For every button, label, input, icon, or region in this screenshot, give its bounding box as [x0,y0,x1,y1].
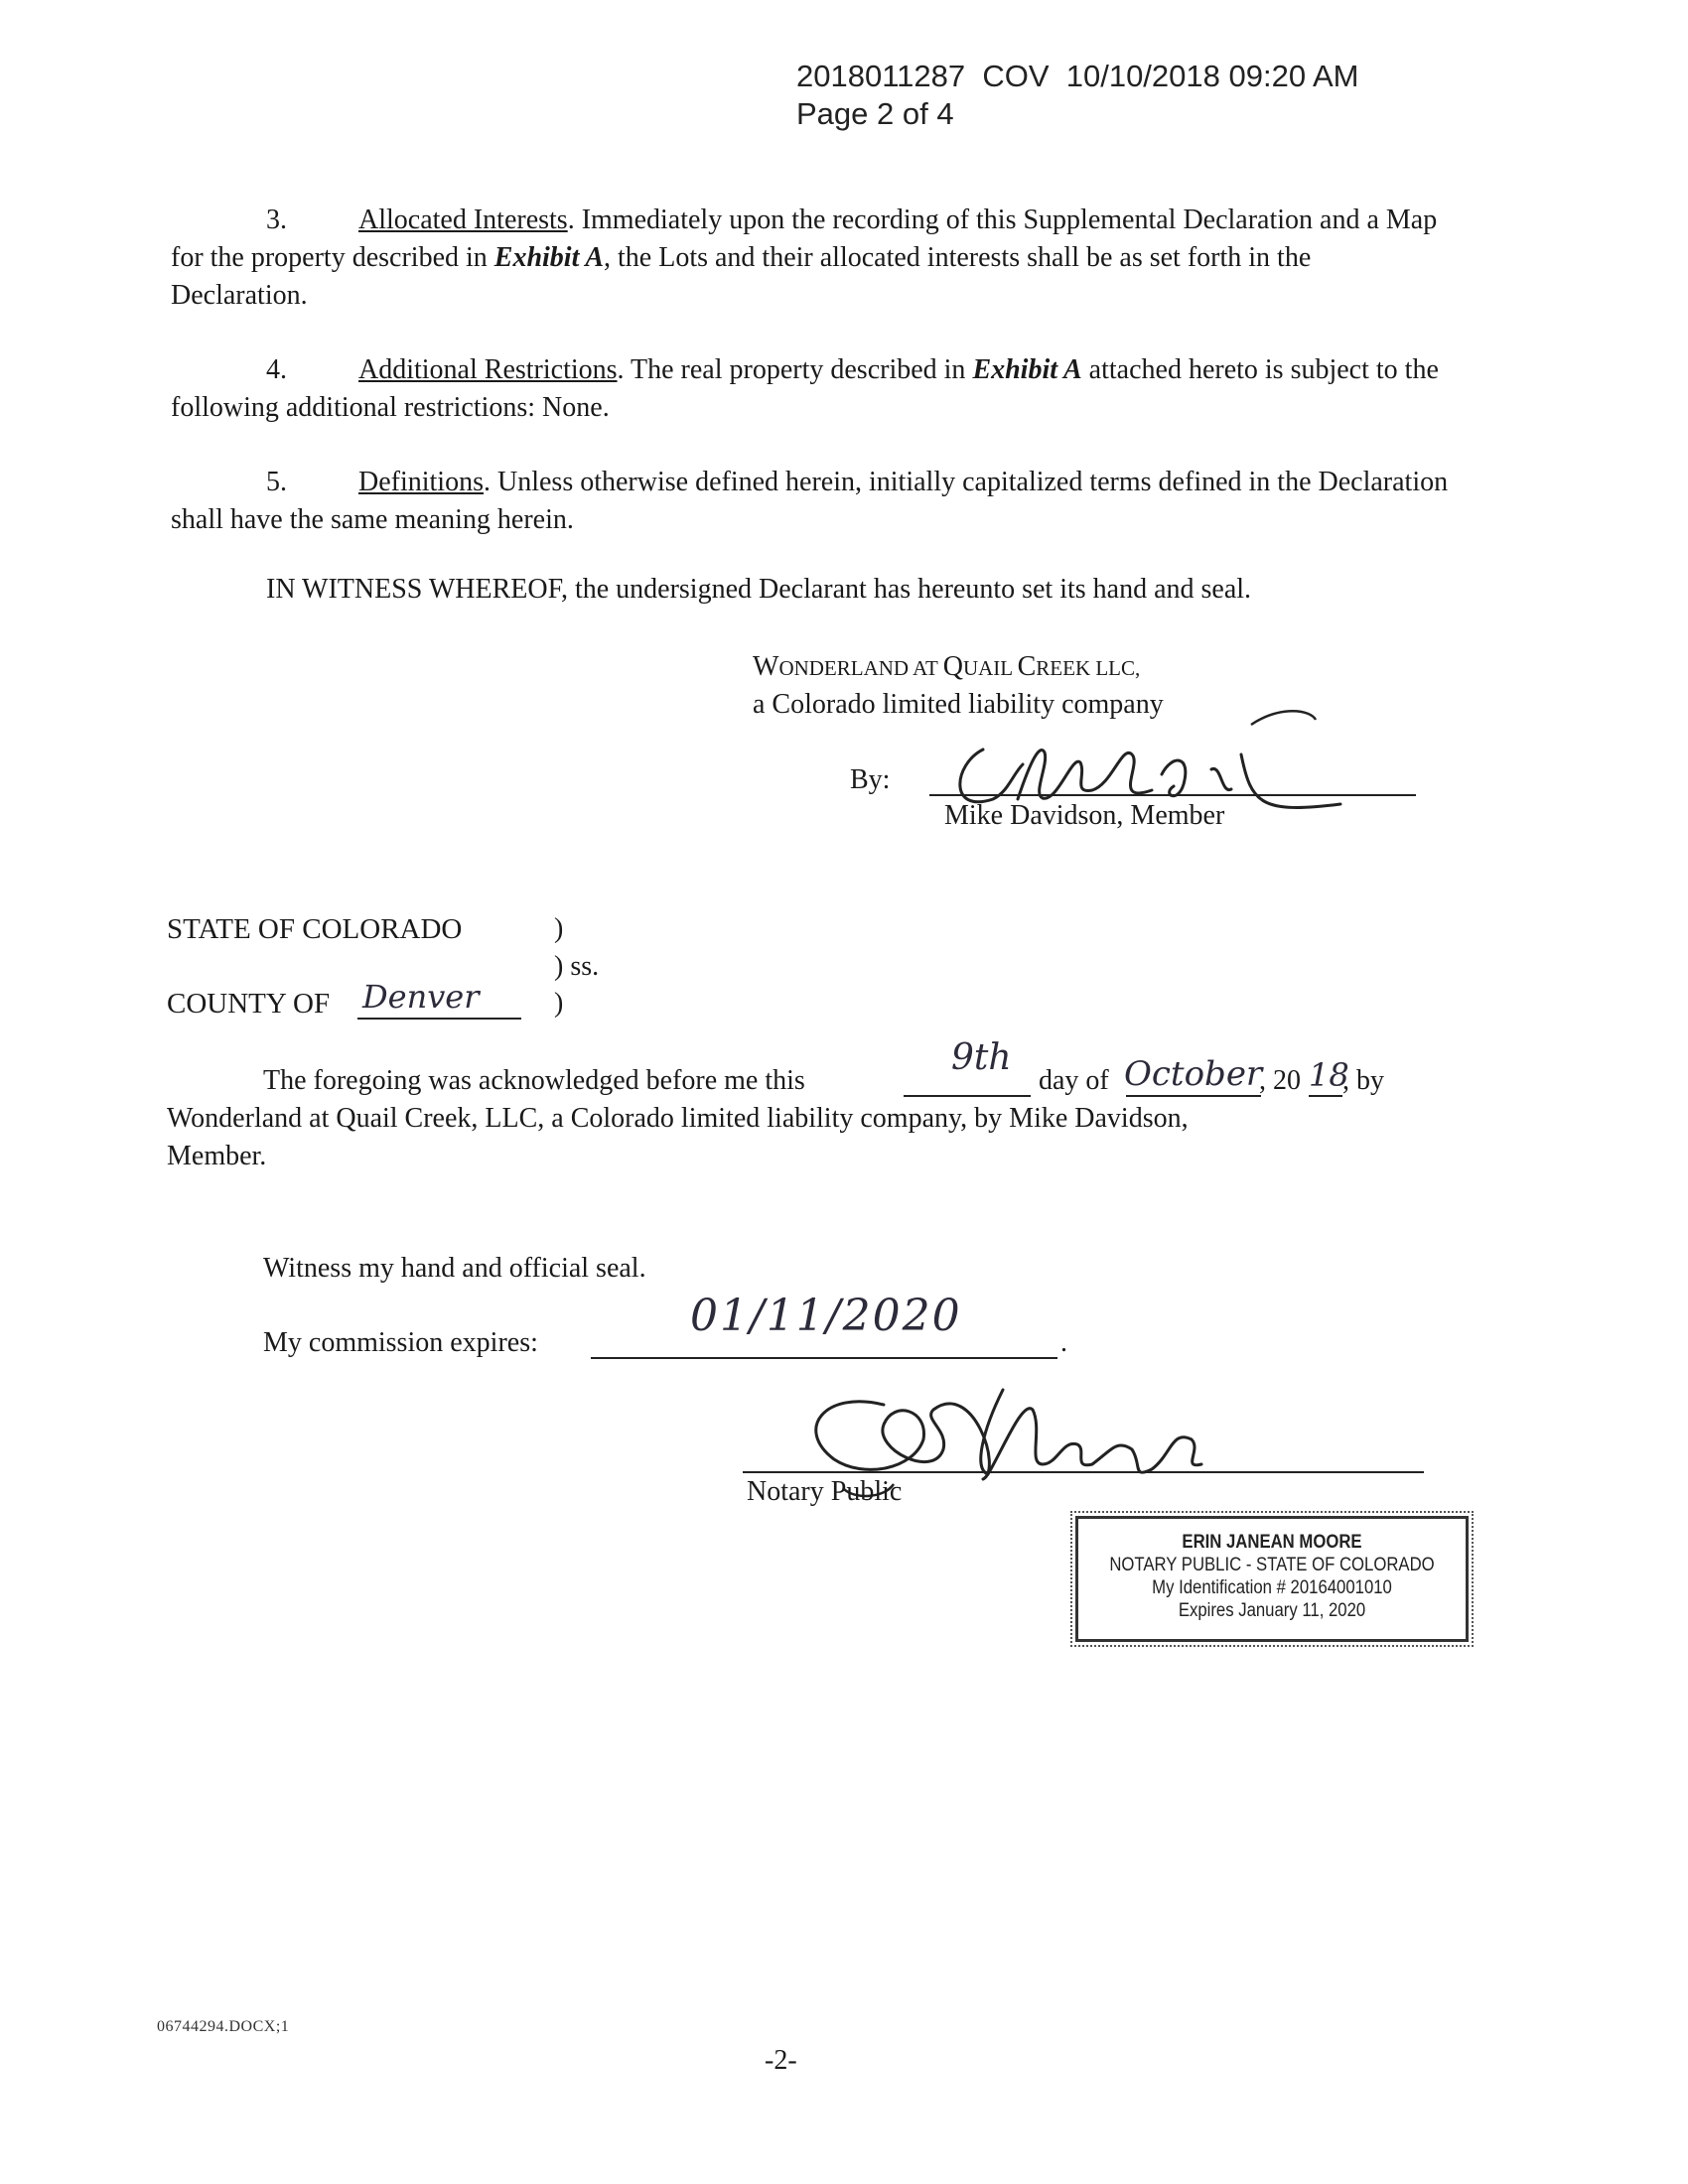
year-line [1309,1095,1342,1097]
year-prefix: , 20 [1259,1065,1301,1096]
county-handwritten: Denver [362,978,480,1016]
section-5 [171,464,1452,539]
commission-period: . [1060,1327,1067,1358]
commission-label: My commission expires: [263,1327,538,1358]
day-line [904,1095,1031,1097]
acknowledgment-line-3: Member. [167,1141,267,1171]
seal-title: NOTARY PUBLIC - STATE OF COLORADO [1109,1555,1435,1575]
county-line [357,1018,521,1020]
witness-clause: IN WITNESS WHEREOF, the undersigned Declarant has hereunto set its hand and seal. [266,574,1252,605]
venue-county-label: COUNTY OF [167,988,331,1020]
declarant-company: WONDERLAND AT QUAIL CREEK LLC, [753,651,1141,682]
page-number: -2- [765,2045,797,2076]
commission-handwritten: 01/11/2020 [690,1291,962,1341]
commission-line [591,1357,1057,1359]
venue-state: STATE OF COLORADO [167,913,463,945]
witness-line: Witness my hand and official seal. [263,1253,646,1284]
notary-seal-stamp [1075,1516,1469,1642]
notary-public-label: Notary Public [747,1476,903,1507]
month-line [1126,1095,1261,1097]
venue-paren: ) [554,988,564,1019]
exhibit-reference: Exhibit A [972,354,1082,385]
seal-id: My Identification # 20164001010 [1152,1577,1392,1598]
day-handwritten: 9th [951,1037,1012,1078]
section-number: 3. [266,205,287,235]
month-handwritten: October [1124,1054,1263,1094]
recording-stamp [796,58,1358,133]
section-number: 5. [266,467,287,497]
section-number: 4. [266,354,287,385]
venue-paren: ) [554,913,564,944]
section-4 [171,351,1452,427]
exhibit-reference: Exhibit A [493,242,605,273]
section-text: . Unless otherwise defined herein, initially capitalized terms defined in the Declaration shall have the same meaning herein. [171,467,1449,535]
signer-name: Mike Davidson, Member [944,800,1225,831]
recording-line: 2018011287 COV 10/10/2018 09:20 AM [796,59,1359,93]
acknowledgment-by: , by [1342,1065,1384,1096]
by-label: By: [850,764,891,795]
page-count-line: Page 2 of 4 [796,96,954,131]
declarant-type: a Colorado limited liability company [753,689,1164,720]
section-text-end: , the Lots and their allocated interests shall be as set forth in the Declaration. [171,242,1312,311]
section-title: Additional Restrictions [358,354,618,385]
section-title: Allocated Interests [358,205,568,235]
document-id: 06744294.DOCX;1 [157,2018,290,2035]
seal-expires: Expires January 11, 2020 [1178,1600,1366,1621]
section-3 [171,202,1452,315]
seal-name: ERIN JANEAN MOORE [1182,1532,1362,1553]
year-handwritten: 18 [1309,1056,1349,1094]
section-text: . Immediately upon the recording of this Supplemental Declaration and a Map for the property described in [171,205,1438,273]
acknowledgment-line-2: Wonderland at Quail Creek, LLC, a Colorado limited liability company, by Mike Davidson, [167,1103,1189,1134]
section-text-end: attached hereto is subject to the following additional restrictions: None. [171,354,1439,423]
acknowledgment-day-of: day of [1039,1065,1109,1096]
acknowledgment-text: The foregoing was acknowledged before me this [263,1065,805,1096]
venue-ss: ) ss. [554,951,600,982]
section-text: . The real property described in [617,354,973,385]
section-title: Definitions [358,467,484,497]
